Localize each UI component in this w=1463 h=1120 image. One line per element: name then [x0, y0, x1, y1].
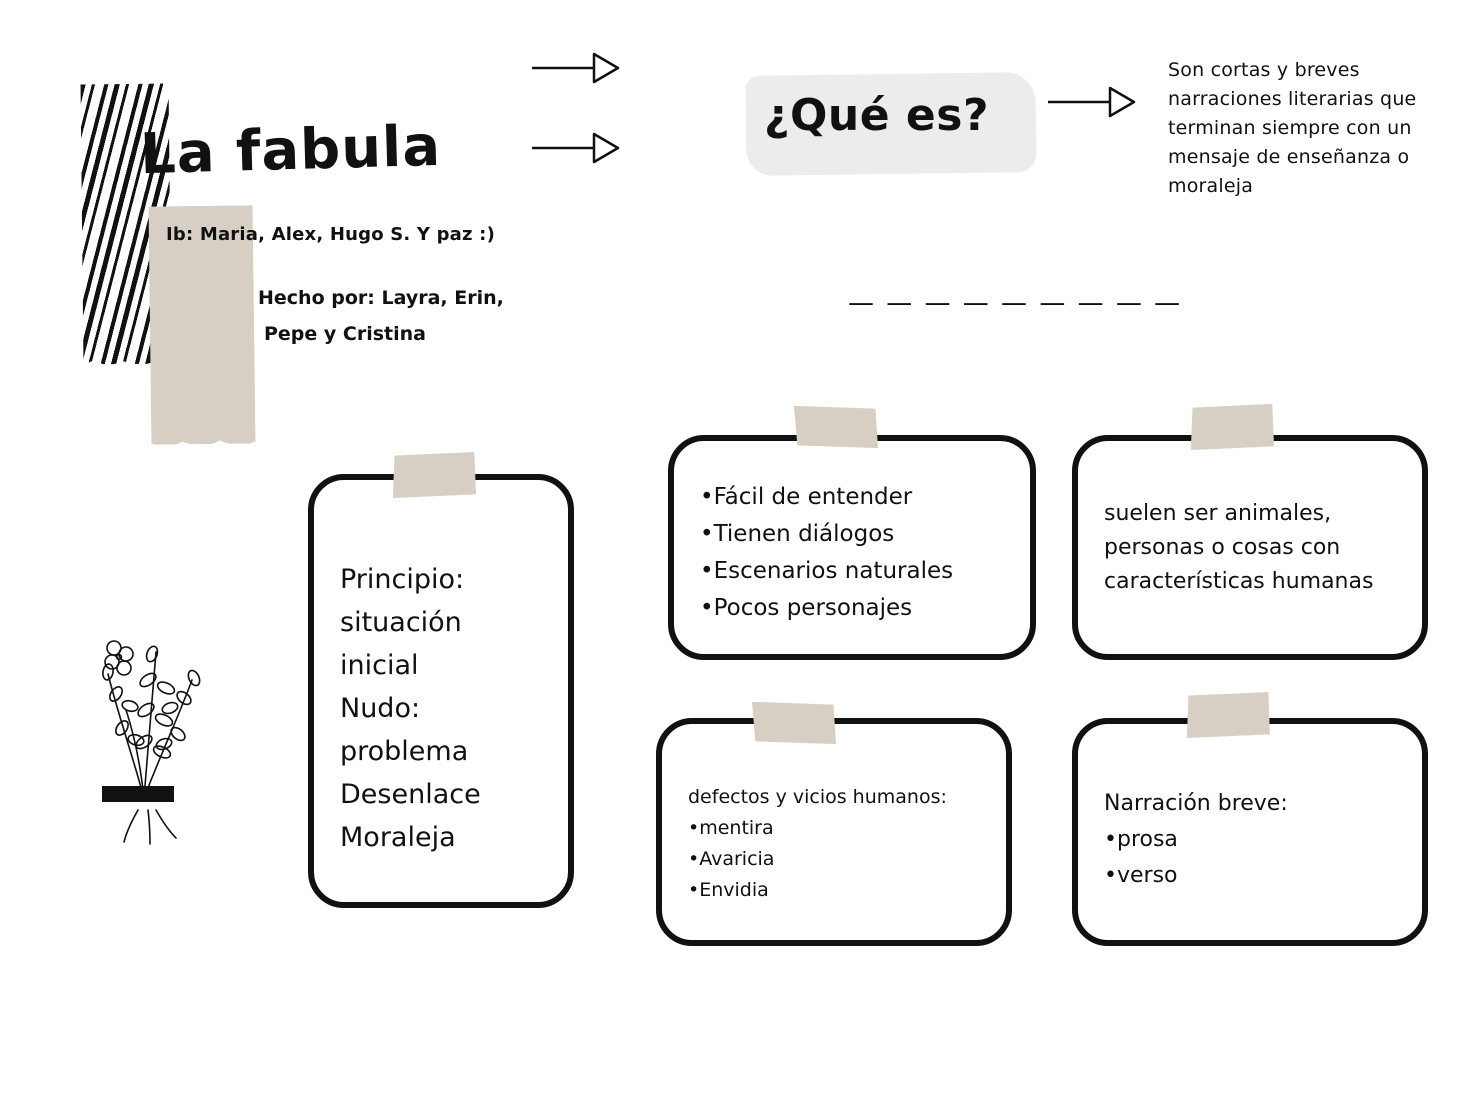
list-item: Nudo: — [340, 693, 421, 724]
list-item: •Tienen diálogos — [700, 521, 895, 547]
list-item: •Pocos personajes — [700, 595, 913, 621]
plant-sprig-icon — [52, 548, 232, 848]
tape-strip-narracion — [1186, 692, 1270, 738]
box-defectos — [656, 718, 1012, 946]
list-item: •Escenarios naturales — [700, 558, 954, 584]
box-defectos-content — [688, 782, 988, 906]
page-title: La fabula — [139, 113, 442, 188]
list-item: •mentira — [688, 817, 774, 839]
list-item: inicial — [340, 650, 419, 681]
que-es-text: ¿Qué es? — [764, 90, 989, 141]
box-estructura-content — [340, 558, 550, 859]
tape-strip-personajes — [1190, 404, 1274, 450]
list-item: Moraleja — [340, 822, 456, 853]
list-item: •verso — [1104, 863, 1178, 888]
credits-made-by — [258, 280, 504, 352]
list-item: Principio: — [340, 564, 465, 595]
list-item: •prosa — [1104, 827, 1178, 852]
que-es-label-group — [742, 66, 1042, 178]
list-item: •Fácil de entender — [700, 484, 913, 510]
box-personajes — [1072, 435, 1428, 660]
tape-strip-estructura — [392, 452, 476, 498]
list-item: •Avaricia — [688, 848, 775, 870]
list-item: situación — [340, 607, 462, 638]
credits-line-ib: Ib: Maria, Alex, Hugo S. Y paz :) — [166, 224, 495, 245]
box-personajes-content — [1104, 497, 1404, 599]
tape-strip-caracteristicas — [794, 404, 878, 450]
dashed-divider: — — — — — — — — — — [848, 288, 1183, 308]
definition-paragraph: Son cortas y breves narraciones literarias que terminan siempre con un mensaje de enseñanza o moraleja — [1168, 59, 1417, 197]
list-item: características humanas — [1104, 569, 1374, 594]
box-caracteristicas — [668, 435, 1036, 660]
box-estructura — [308, 474, 574, 908]
tape-strip-defectos — [752, 700, 836, 746]
credits-made-by-line1: Hecho por: Layra, Erin, — [258, 287, 504, 309]
box-caracteristicas-content — [700, 479, 1012, 627]
list-item: defectos y vicios humanos: — [688, 786, 947, 808]
list-item: problema — [340, 736, 469, 767]
arrow-right-icon-top — [530, 48, 620, 88]
list-item: Desenlace — [340, 779, 481, 810]
list-item: Narración breve: — [1104, 791, 1288, 816]
arrow-right-icon-definition — [1046, 82, 1136, 122]
box-narracion — [1072, 718, 1428, 946]
list-item: •Envidia — [688, 879, 769, 901]
list-item: personas o cosas con — [1104, 535, 1341, 560]
list-item: suelen ser animales, — [1104, 501, 1332, 526]
box-narracion-content — [1104, 786, 1404, 894]
credits-made-by-line2: Pepe y Cristina — [264, 323, 426, 345]
arrow-right-icon-middle — [530, 128, 620, 168]
